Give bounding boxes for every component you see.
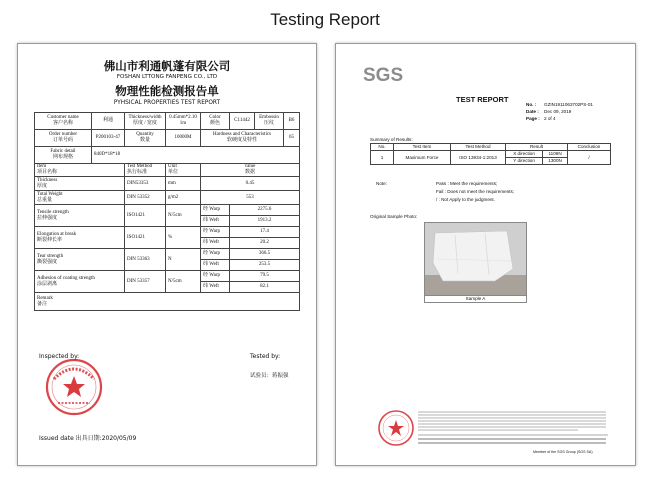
summary-label: Summary of Results:	[370, 137, 413, 142]
fabric-label: Fabric detail	[50, 148, 76, 154]
properties-table	[34, 112, 300, 311]
header-row-2	[35, 130, 300, 147]
row-method: DIN53353	[125, 177, 166, 191]
header-conclusion: Conclusion	[568, 144, 611, 151]
hardness-value: 65	[284, 130, 300, 147]
y-direction-label: Y direction	[506, 158, 543, 165]
report-title-en: PYHSICAL PROPERTIES TEST REPORT	[113, 100, 221, 106]
col-method: Test Method	[127, 164, 153, 169]
row-unit: g/m2	[166, 191, 201, 205]
table-row	[35, 177, 300, 191]
quantity-label-cn: 数量	[139, 138, 150, 143]
hardness-label: Hardness and Characteristics	[212, 131, 272, 137]
issued-date: Issued date 出具日期:2020/05/09	[39, 435, 137, 442]
warp-label: 经 Warp	[201, 249, 230, 260]
right-report-page	[335, 43, 636, 466]
note-na: / : Not Apply to the judgment.	[436, 197, 495, 202]
sgs-logo-text: SGS	[363, 65, 404, 86]
remark-row	[35, 293, 300, 311]
row-value: 0.45	[201, 177, 300, 191]
color-label: Color	[209, 114, 221, 120]
row-name-cn: 断裂伸长率	[37, 237, 63, 243]
col-item-cn: 项目名称	[37, 170, 58, 176]
tested-by: Tested by:	[250, 353, 281, 360]
row-name-cn: 撕裂强度	[37, 259, 58, 265]
warp-value: 366.5	[230, 249, 300, 260]
company-seal-stamp	[44, 357, 104, 417]
color-value: C11442	[230, 113, 255, 130]
customer-label: Customer name	[47, 114, 79, 120]
company-name-cn: 佛山市利通帆蓬有限公司	[103, 59, 231, 73]
x-direction-value: 1106N	[543, 151, 568, 158]
row-name: Tear strength	[37, 253, 64, 259]
thickness-width-label: Thickness/width	[128, 114, 162, 120]
row-name: Total Weight	[37, 191, 63, 197]
table-row	[35, 227, 300, 238]
footer-fine-print	[418, 410, 608, 450]
weft-value: 253.5	[230, 260, 300, 271]
header-no: No.	[371, 144, 394, 151]
warp-label: 经 Warp	[201, 205, 230, 216]
left-report-page	[17, 43, 317, 466]
weft-label: 纬 Weft	[201, 282, 230, 293]
fabric-label-cn: 网布规格	[52, 155, 73, 160]
row-name-cn: 涂层剥离	[37, 281, 58, 287]
report-page: Page : 2 of 4	[526, 116, 556, 121]
row-unit: N	[166, 249, 201, 271]
table-row	[35, 191, 300, 205]
member-text: Member of the SGS Group (SGS SA)	[533, 450, 593, 454]
table-row	[35, 271, 300, 282]
note-fail: Fail : Does not meet the requirements;	[436, 189, 515, 194]
weft-value: 82.1	[230, 282, 300, 293]
inspected-by: Inspected by:	[39, 353, 80, 360]
row-unit: N/5cm	[166, 271, 201, 293]
warp-value: 79.5	[230, 271, 300, 282]
remark-label: Remark	[37, 295, 53, 301]
row-name: Adhesion of coating strength	[37, 275, 95, 281]
x-direction-label: X direction	[506, 151, 543, 158]
row-method: DIN 53352	[125, 191, 166, 205]
row-name: Thickness	[37, 177, 58, 183]
col-unit: Unit	[168, 164, 177, 169]
warp-value: 17.4	[230, 227, 300, 238]
fabric-value: 840D*18*18	[92, 147, 300, 164]
row-name: Tensile strength	[37, 209, 69, 215]
embossing-label: Embossin	[259, 114, 279, 120]
note-pass: Pass : Meet the requirements;	[436, 181, 498, 186]
page-title: Testing Report	[270, 10, 380, 29]
report-title-cn: 物理性能检测报告单	[115, 84, 219, 98]
row-conclusion: /	[568, 151, 611, 165]
report-number: No. : GZIN1911063702PS-01	[526, 102, 593, 107]
weft-label: 纬 Weft	[201, 238, 230, 249]
row-name-cn: 拉伸强度	[37, 215, 58, 221]
row-unit: %	[166, 227, 201, 249]
table-row	[371, 151, 611, 158]
header-row-3	[35, 147, 300, 164]
report-date: Date : Dec 09, 2019	[526, 109, 572, 114]
row-method: ISO1421	[125, 227, 166, 249]
results-header-row	[371, 144, 611, 151]
results-table	[370, 143, 611, 165]
thickness-width-value: 0.45mm*2.10	[169, 114, 197, 120]
weft-value: 1913.2	[230, 216, 300, 227]
warp-label: 经 Warp	[201, 271, 230, 282]
embossing-value: B6	[284, 113, 300, 130]
y-direction-value: 1300N	[543, 158, 568, 165]
row-name-cn: 厚度	[37, 183, 48, 189]
order-label: Order number	[48, 131, 78, 137]
thickness-width-label-cn: 厚度 / 宽度	[133, 121, 157, 126]
table-row	[35, 249, 300, 260]
row-name: Elongation at break	[37, 231, 77, 237]
col-item: Item	[37, 164, 47, 169]
row-item: Maximum Force	[394, 151, 451, 165]
company-name-en: FOSHAN LTTONG FANPENG CO., LTD	[116, 74, 218, 80]
row-unit: mm	[166, 177, 201, 191]
tester-name: 试验员：蒋振强	[250, 373, 289, 379]
row-no: 1	[371, 151, 394, 165]
sgs-logo	[362, 62, 406, 86]
header-test-method: Test Method	[451, 144, 506, 151]
sgs-seal-stamp	[376, 408, 416, 448]
weft-label: 纬 Weft	[201, 216, 230, 227]
hardness-label-cn: 软硬度及特性	[226, 138, 257, 143]
note-label: Note:	[376, 181, 387, 186]
quantity-label: Quantity	[136, 131, 154, 137]
col-value: value	[244, 164, 256, 169]
order-value: P200103-47	[92, 130, 125, 147]
row-unit: N/5cm	[166, 205, 201, 227]
col-value-cn: 数据	[244, 170, 255, 176]
embossing-label-cn: 压纹	[263, 121, 274, 126]
columns-row	[35, 164, 300, 177]
warp-value: 2275.6	[230, 205, 300, 216]
row-method: DIN 53357	[125, 271, 166, 293]
warp-label: 经 Warp	[201, 227, 230, 238]
col-unit-cn: 单位	[168, 170, 179, 176]
sample-caption: Sample A	[424, 295, 527, 303]
order-label-cn: 订单号码	[52, 138, 73, 143]
header-row-1	[35, 113, 300, 130]
row-method: ISO 13934-1:2013	[451, 151, 506, 165]
table-row	[35, 205, 300, 216]
customer-value: 利通	[92, 113, 125, 130]
weft-value: 20.2	[230, 238, 300, 249]
customer-label-cn: 客户名称	[52, 121, 73, 126]
thickness-width-value2: 1m	[179, 121, 187, 126]
color-label-cn: 颜色	[209, 121, 220, 126]
row-name-cn: 总重量	[37, 197, 53, 203]
photo-label: Original Sample Photo:	[370, 214, 418, 219]
header-test-item: Test Item	[394, 144, 451, 151]
col-method-cn: 执行标准	[127, 170, 148, 176]
header-result: Result	[506, 144, 568, 151]
row-method: ISO1421	[125, 205, 166, 227]
row-value: 553	[201, 191, 300, 205]
row-method: DIN 53363	[125, 249, 166, 271]
sample-fabric-image	[425, 223, 526, 295]
quantity-value: 10000M	[166, 130, 201, 147]
sample-photo	[424, 222, 527, 296]
remark-label-cn: 备注	[37, 301, 48, 307]
weft-label: 纬 Weft	[201, 260, 230, 271]
test-report-title: TEST REPORT	[456, 95, 509, 104]
